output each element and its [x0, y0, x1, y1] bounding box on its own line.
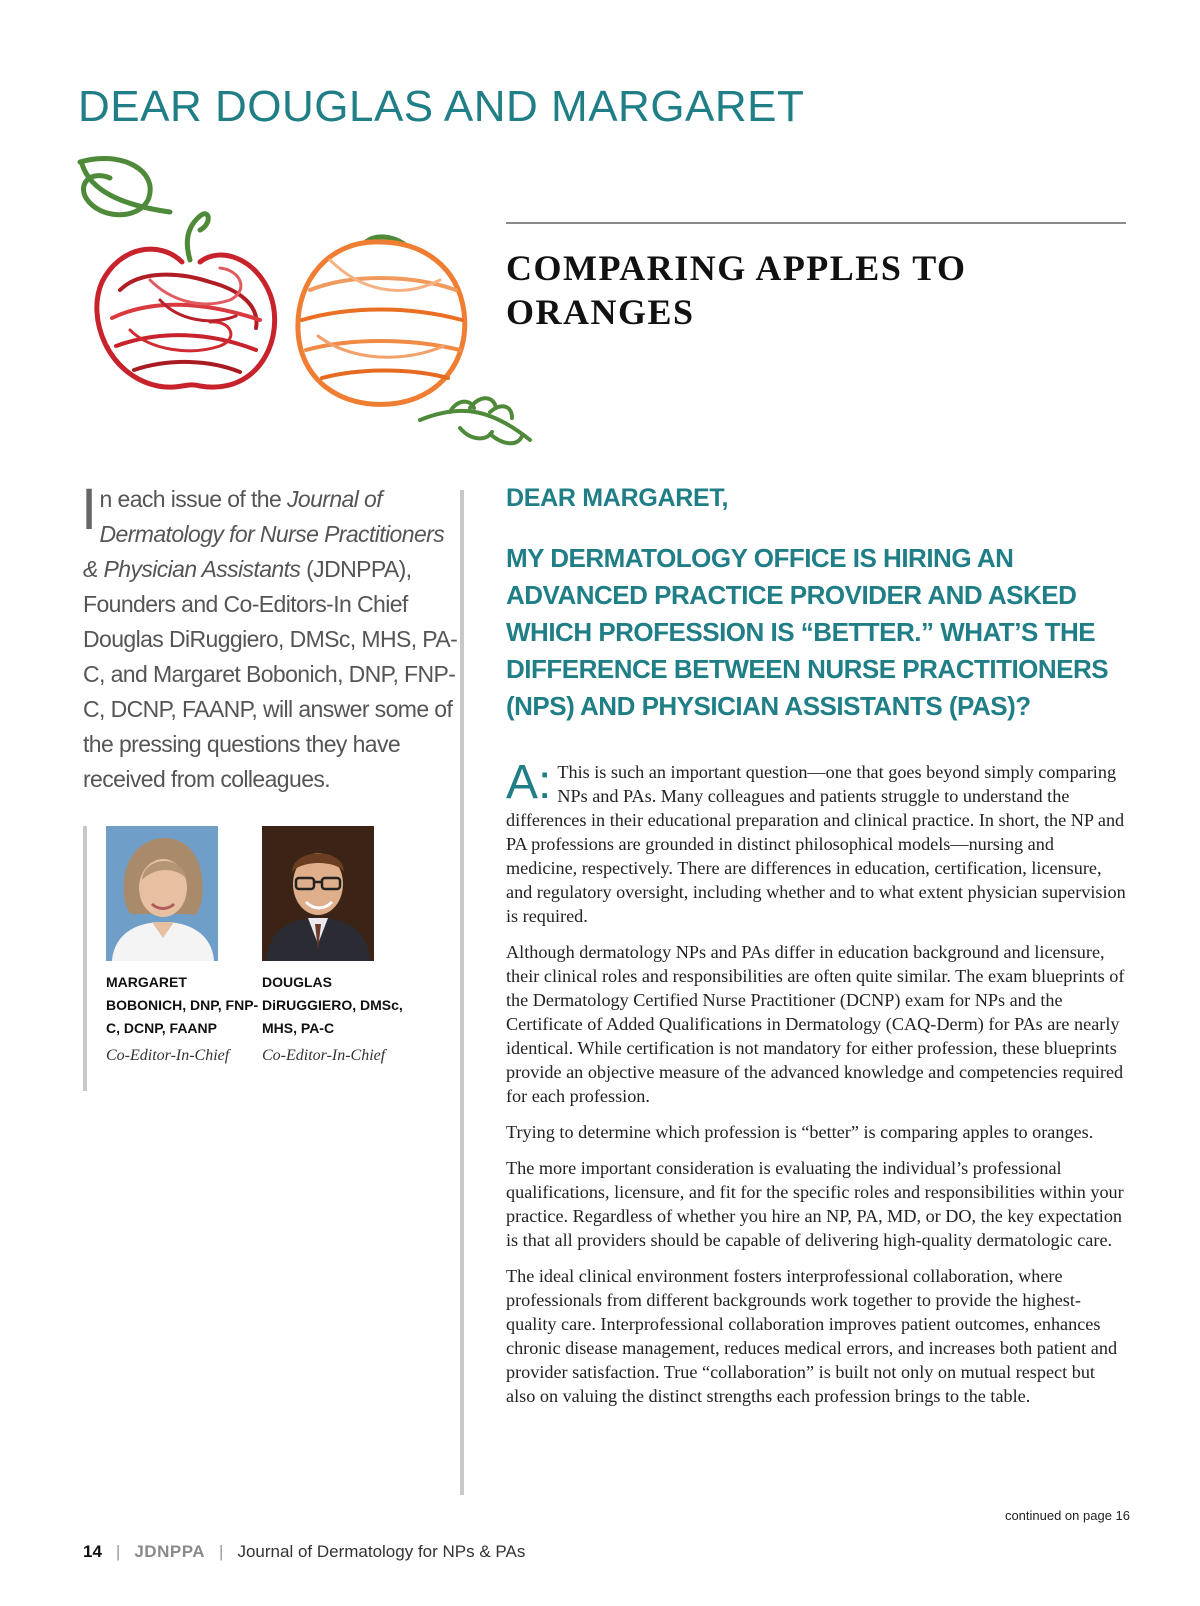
letter-salutation: DEAR MARGARET,	[506, 484, 729, 512]
answer-paragraph	[506, 756, 1126, 928]
continued-note: continued on page 16	[1004, 1508, 1130, 1523]
apple-icon	[97, 214, 275, 387]
answer-text: This is such an important question—one that goes beyond simply comparing NPs and PAs. Many colleagues and patients struggle to understand the differences in their educational preparation and clinical practice. In short, the NP and PA professions are grounded in distinct philosophical models—nursing and medicine, respectively. There are differences in education, certification, licensure, and regulatory oversight, including whether and to what extent physician supervision is required.	[506, 762, 1126, 926]
section-title: DEAR DOUGLAS AND MARGARET	[78, 82, 805, 131]
intro-journal-name: Journal of Dermatology for Nurse Practitioners & Physician Assistants	[83, 486, 445, 582]
footer-journal: Journal of Dermatology for NPs & PAs	[237, 1542, 526, 1561]
leaf-sprig-icon	[420, 398, 530, 443]
answer-body	[506, 756, 1126, 1420]
answer-paragraph: The ideal clinical environment fosters interprofessional collaboration, where professionals from different backgrounds work together to provide the highest-quality care. Interprofessional collaboration improves patient outcomes, enhances chronic disease management, reduces medical errors, and increases both patient and provider satisfaction. True “collaboration” is built not only on mutual respect but also on valuing the distinct strengths each profession brings to the table.	[506, 1266, 1118, 1406]
page-footer	[83, 1542, 525, 1562]
answer-paragraph: The more important consideration is evaluating the individual’s professional qualifications, licensure, and fit for the specific roles and responsibilities within your practice. Regardless of whether you hire an NP, PA, MD, or DO, the key expectation is that all providers should be capable of delivering high-quality dermatologic care.	[506, 1158, 1124, 1250]
bio-divider	[83, 826, 87, 1091]
bio-role: Co-Editor-In-Chief	[106, 1047, 230, 1064]
intro-dropcap: I	[81, 477, 97, 542]
apples-oranges-illustration	[60, 150, 560, 480]
bio-margaret	[106, 826, 266, 1068]
intro-text-2: (JDNPPA), Founders and Co-Editors-In Chief Douglas DiRuggiero, DMSc, MHS, PA-C, and Margaret Bobonich, DNP, FNP-C, DCNP, FAANP, will answer some of the pressing questions they have received from colleagues.	[83, 556, 458, 792]
bio-douglas	[262, 826, 422, 1068]
orange-icon	[298, 237, 465, 404]
leaf-icon	[80, 158, 170, 214]
bio-name: DOUGLAS DiRUGGIERO, DMSc, MHS, PA-C	[262, 974, 403, 1036]
bio-role: Co-Editor-In-Chief	[262, 1047, 386, 1064]
bio-name: MARGARET BOBONICH, DNP, FNP-C, DCNP, FAANP	[106, 974, 259, 1036]
footer-separator: |	[219, 1542, 224, 1561]
article-title: COMPARING APPLES TO ORANGES	[506, 248, 967, 332]
intro-text-1: n each issue of the	[99, 486, 287, 512]
footer-separator: |	[115, 1542, 121, 1561]
answer-paragraph: Trying to determine which profession is “better” is comparing apples to oranges.	[506, 1122, 1094, 1142]
intro-paragraph	[81, 477, 463, 797]
column-divider	[460, 490, 464, 1495]
answer-paragraph: Although dermatology NPs and PAs differ in education background and licensure, their clinical roles and responsibilities are often quite similar. The exam blueprints of the Dermatology Certified Nurse Practitioner (DCNP) exam for NPs and the Certificate of Added Qualifications in Dermatology (CAQ-Derm) for PAs are nearly identical. While certification is not mandatory for either profession, these blueprints provide an objective measure of the advanced knowledge and competencies required for each profession.	[506, 942, 1125, 1106]
man-portrait-photo	[262, 826, 374, 961]
footer-brand: JDNPPA	[134, 1542, 206, 1561]
answer-mark: A:	[506, 756, 552, 809]
title-rule	[506, 222, 1126, 224]
woman-portrait-photo	[106, 826, 218, 961]
letter-question: MY DERMATOLOGY OFFICE IS HIRING AN ADVANCED PRACTICE PROVIDER AND ASKED WHICH PROFESSION IS “BETTER.” WHAT’S THE DIFFERENCE BETWEEN NURSE PRACTITIONERS (NPS) AND PHYSICIAN ASSISTANTS (PAS)?	[506, 543, 1109, 721]
page-number: 14	[83, 1542, 102, 1561]
